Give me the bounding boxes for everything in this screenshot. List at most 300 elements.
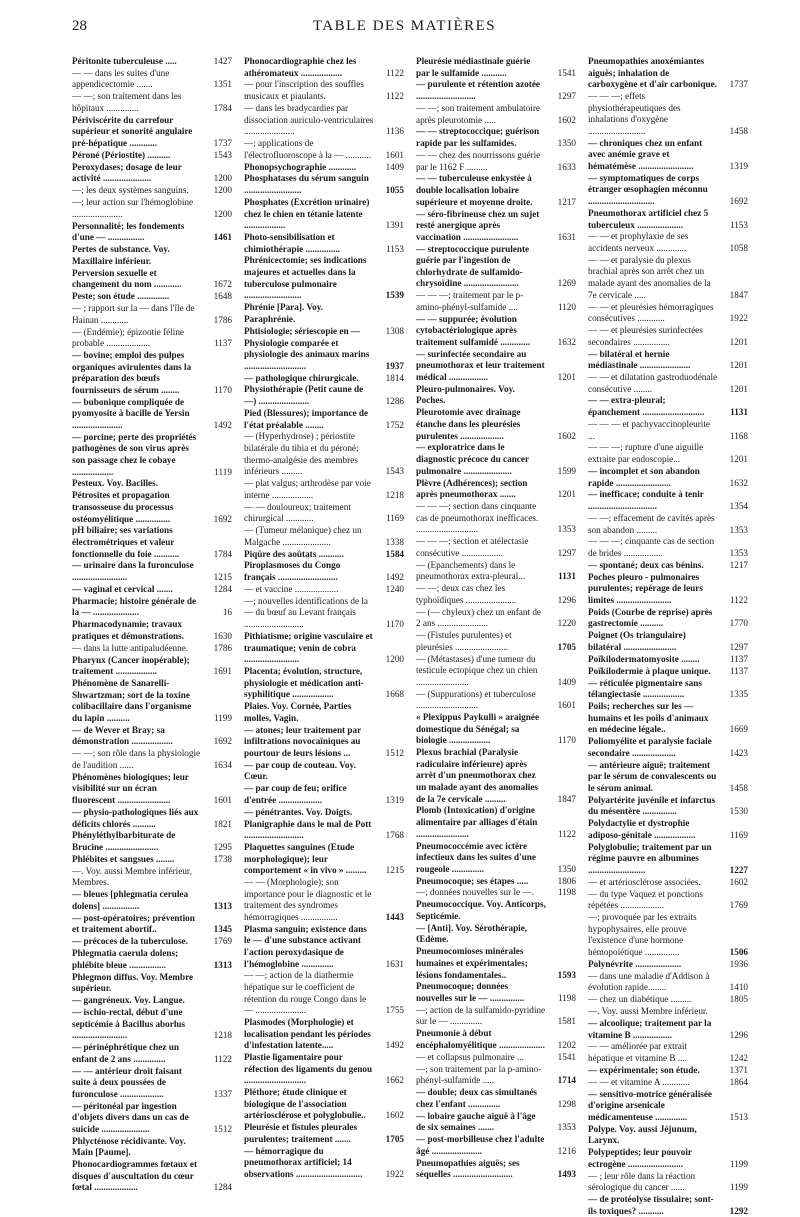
index-entry-text: Peroxydases; dosage de leur activité ..................... [72,161,182,184]
index-entry-text: — (— chyleux) chez un enfant de 2 ans ...................... [416,606,542,629]
index-entry-text: Péroné (Périostite) .......... [72,149,171,160]
index-entry-text: — du type Vaquez et ponctions répétées ................... [588,888,703,911]
index-entry-page: 1286 [385,396,404,407]
index-entry [416,79,576,102]
index-entry-page: 1168 [729,430,748,441]
index-entry-page: 1458 [729,125,748,136]
index-entry-text: — ; leur rôle dans la réaction sérologique du cancer ...... [588,1170,696,1193]
index-entry-page: 1295 [213,841,232,852]
index-entry-text: Placenta; évolution, structure, physiologie et médication anti-syphilitique .................. [244,666,364,700]
index-entry-text: — (Tumeur mélanique) chez un Malgache ..................... [244,525,362,547]
index-entry-text: Polypeptides; leur pouvoir ectrogène ........................ [588,1147,692,1169]
index-entry-text: — ; rapport sur la — dans l'île de Hainan ............ [72,303,195,325]
index-entry [588,1018,748,1041]
index-entry [588,513,748,536]
index-entry-page: 1335 [729,689,748,700]
index-entry [416,887,576,899]
index-entry-text: — surinfectée secondaire au pneumothorax et leur traitement médical ................. [416,348,545,382]
index-entry [588,372,748,395]
index-entry-page: 1137 [213,338,232,349]
index-entry-text: — (Endémie); épizootie féline probable ................... [72,326,184,349]
index-entry-text: Phonocardiographie chez les athéromateux .................. [244,56,357,78]
index-entry-page: 1492 [385,572,404,583]
index-entry-page: 1584 [385,548,404,559]
index-entry [416,747,576,805]
index-entry-page: 1297 [729,641,748,652]
index-entry [72,772,232,807]
index-entry [588,1006,748,1018]
index-entry [588,1041,748,1064]
index-entry [588,912,748,958]
index-entry-page: 1593 [557,969,576,980]
index-entry-text: — pénétrantes. Voy. Doigts. [244,806,353,817]
index-entry-page: 1847 [557,793,576,804]
index-entry-page: 1055 [385,185,404,196]
index-entry-text: — —; effacement de cavités après son abandon ......... [588,512,715,535]
index-entry [72,115,232,150]
index-entry [588,302,748,325]
index-entry [72,1101,232,1136]
index-entry [72,56,232,68]
index-entry-text: — plat valgus; arthrodèse par voie interne .................. [244,478,371,500]
index-entry-text: Pharmacodynamie; travaux pratiques et démonstrations. [72,619,185,641]
index-entry [416,841,576,876]
index-entry-text: — — (Morphologie); son importance pour le diagnostic et le traitement des syndromes hémorragiques ................ [244,877,372,922]
index-entry [588,971,748,994]
index-entry-text: — — antérieur droit faisant suite à deux poussées de furonculose ................... [72,1065,182,1099]
index-entry [244,162,404,174]
index-entry-page: 1122 [385,91,404,102]
index-entry-page: 1768 [385,830,404,841]
index-entry-page: 1631 [557,231,576,242]
index-entry-text: — — —; section et atélectasie consécutive .................. [416,536,529,558]
index-entry [244,1017,404,1052]
index-entry-page: 1410 [729,982,748,993]
index-entry-text: Pesteux. Voy. Bacilles. [72,478,159,489]
index-entry-page: 1662 [385,1075,404,1086]
page-number: 28 [72,18,87,34]
index-entry-page: 1512 [385,747,404,758]
index-entry-text: Péritonite tuberculeuse ..... [72,56,177,66]
index-entry [416,1028,576,1051]
index-entry [72,948,232,971]
index-entry-text: — incomplet et son abandon rapide ........................ [588,465,700,488]
index-entry-page: 1602 [557,430,576,441]
index-entry-text: Phonocardiogrammes fœtaux et disques d'auscultation du cœur fœtal ................... [72,1159,198,1193]
index-entry-page: 1691 [213,666,232,677]
index-entry-page: 1198 [557,887,576,898]
index-entry-text: — gangréneux. Voy. Langue. [72,995,185,1006]
index-entry-page: 1345 [213,924,232,935]
index-entry-page: 1738 [213,853,232,864]
index-entry [588,760,748,795]
index-entry [72,748,232,771]
index-entry-text: Phlycténose récidivante. Voy. Main [Paume]. [72,1135,186,1158]
index-entry [244,1146,404,1181]
index-entry-text: — de protéolyse tissulaire; sont-ils toxiques? ........... [588,1194,714,1216]
index-entry [588,349,748,372]
index-entry-page: 16 [222,607,232,618]
index-entry-text: Phosphates (Excrétion urinaire) chez le chien en tétanie latente .................. [244,196,370,231]
index-entry [588,572,748,607]
index-entry-page: 1199 [729,1182,748,1193]
index-entry [244,338,404,373]
index-entry-page: 1922 [385,1168,404,1179]
index-entry [416,630,576,653]
index-entry [244,326,404,338]
index-entry-text: Physiothérapie (Petit caune de —) ...................... [244,384,364,407]
index-entry [588,489,748,512]
index-entry [72,972,232,995]
index-entry-page: 1220 [557,618,576,629]
index-entry-page: 1805 [729,994,748,1005]
index-entry-text: — réticulée pigmentaire sans télangiectasie .................. [588,677,702,700]
index-entry [72,397,232,432]
index-entry-page: 1201 [729,383,748,394]
index-entry [244,1087,404,1122]
index-entry-text: — — —; traitement par le p-amino-phényl-sulfamide .... [416,290,524,312]
index-entry [244,596,404,631]
index-entry [588,1124,748,1147]
index-entry [588,1147,748,1170]
index-entry-text: Pleurésie et fistules pleurales purulentes; traitement ....... [244,1122,358,1144]
index-entry-text: Poïkilodermie à plaque unique. [588,665,711,676]
index-entry-text: Pneumocoque; données nouvelles sur le — ............... [416,981,525,1003]
index-entry [72,490,232,525]
index-entry-page: 1814 [385,372,404,383]
index-entry-text: Pneumopathies anoxémiantes aiguës; inhalation de carboxygène et d'air carbonique. [588,56,717,90]
index-entry-text: — streptococcique purulente guérie par l'ingestion de chlorhydrate de sulfamido-chrysoïdine ........................ [416,243,530,289]
index-entry [244,431,404,477]
index-entry-text: — —; son traitement dans les hôpitaux .............. [72,91,182,113]
index-entry-text: —. Voy. aussi Membre inférieur, Membres. [72,865,192,888]
index-entry [588,959,748,971]
index-entry-page: 1122 [385,67,404,78]
index-entry-page: 1755 [385,1005,404,1016]
index-entry-text: —; leur action sur l'hémoglobine ...................... [72,197,194,219]
index-entry-text: — — dans les suites d'une appendicectomie ....... [72,67,170,90]
index-entry-text: — séro-fibrineuse chez un sujet resté anergique après vaccination ........................ [416,208,540,242]
index-entry [416,314,576,349]
index-entry-page: 1201 [729,360,748,371]
index-entry-page: 1284 [213,1182,232,1193]
index-entry-text: Pharynx (Cancer inopérable); traitement .................. [72,654,190,677]
index-entry [72,291,232,303]
index-entry [588,231,748,254]
index-entry-page: 1169 [385,513,404,524]
index-entry-text: —; données nouvelles sur le —. [416,887,534,898]
index-entry-page: 1122 [557,828,576,839]
index-entry-page: 1633 [557,161,576,172]
index-entry-page: 1541 [557,67,576,78]
index-entry-page: 1215 [385,865,404,876]
index-entry-page: 1269 [557,278,576,289]
index-entry-text: — — et paralysie du plexus brachial après son arrêt chez un malade ayant des anomalies de la 7e cervicale ..... [588,254,711,300]
index-entry [244,701,404,724]
index-entry [244,197,404,232]
index-entry-page: 1153 [385,243,404,254]
index-entry-text: — bilatéral et hernie médiastinale ...................... [588,348,691,371]
index-entry-page: 1543 [385,466,404,477]
index-entry [244,666,404,701]
index-entry [72,725,232,748]
index-entry-text: — sensitivo-motrice généralisée d'origine arsenicale médicamenteuse .............. [588,1088,712,1122]
index-entry-text: Plaies. Voy. Cornée, Parties molles, Vagin. [244,701,352,723]
index-entry-text: Pneumocomioses minérales humaines et expérimentales; lésions fondamentales.. [416,946,528,980]
index-entry-text: — physio-pathologiques liés aux déficits chlorés .......... [72,806,199,829]
index-entry-page: 1284 [213,583,232,594]
index-entry [416,923,576,946]
index-entry [244,584,404,596]
index-entry [588,630,748,653]
index-entry-page: 1705 [385,1133,404,1144]
index-entry-text: Phlegmatia caerula dolens; phlébite bleue ................ [72,948,179,970]
index-entry-text: — pathologique chirurgicale. [244,372,359,383]
index-entry-page: 1199 [213,712,232,723]
index-entry-page: 1292 [729,1205,748,1216]
index-entry-page: 1672 [213,279,232,290]
index-entry [416,290,576,313]
index-entry-text: Perversion sexuelle et changement du nom ............ [72,267,182,290]
index-entry [588,255,748,301]
index-entry-page: 1458 [729,782,748,793]
index-entry-text: Pharmacie; histoire générale de la — .................... [72,595,197,618]
index-entry-page: 1296 [729,1029,748,1040]
index-entry [588,419,748,442]
index-entry-page: 1240 [385,583,404,594]
index-entry-text: Pneumothorax artificiel chez 5 tuberculeux .................... [588,207,709,230]
index-entry [588,1194,748,1217]
index-entry-page: 1539 [385,290,404,301]
index-entry [416,442,576,477]
index-entry [72,432,232,478]
index-entry-page: 1543 [213,149,232,160]
index-entry-text: —. Voy. aussi Membre inférieur. [588,1006,708,1017]
index-entry-text: — (Suppurations) et tuberculose ........................... [416,688,536,711]
index-entry-text: Phlébites et sangsues ........ [72,853,175,864]
index-entry-page: 1170 [213,384,232,395]
index-entry [72,830,232,853]
index-entry-page: 1353 [557,524,576,535]
index-entry-page: 1634 [213,759,232,770]
index-entry [72,91,232,114]
index-entry-text: — péritonéal par ingestion d'objets divers dans un cas de suicide ..................... [72,1100,189,1134]
index-entry [244,783,404,806]
index-entry-page: 1632 [729,477,748,488]
index-entry [244,138,404,161]
index-entry-page: 1784 [213,548,232,559]
index-entry-text: — — —; rupture d'une aiguille extraite par endoscopie... [588,442,704,465]
index-entry-page: 1784 [213,102,232,113]
index-entry-page: 1936 [729,958,748,969]
index-entry [244,725,404,760]
index-entry [244,1052,404,1087]
index-entry-page: 1136 [385,126,404,137]
index-entry [588,678,748,701]
index-entry [416,1052,576,1064]
index-entry-page: 1227 [729,864,748,875]
index-entry [72,350,232,396]
index-entry-text: Poils; recherches sur les — humains et les poils d'animaux en médecine légale.. [588,701,709,735]
index-entry [72,995,232,1007]
index-entry-page: 1601 [385,149,404,160]
index-entry-page: 1137 [729,665,748,676]
index-entry-page: 1242 [729,1053,748,1064]
index-entry [416,536,576,559]
index-entry-page: 1786 [213,314,232,325]
index-entry [72,327,232,350]
index-entry [72,221,232,244]
index-entry-text: Phényléthylbarbiturate de Brucine ....................... [72,830,176,852]
index-entry [244,807,404,819]
index-entry-text: — porcine; perte des propriétés pathogènes de son virus après son passage chez le cobaye .................. [72,431,197,477]
index-entry [588,138,748,173]
index-entry-text: Poids (Courbe de reprise) après gastrectomie .......... [588,606,713,629]
index-entry-text: Phrénicectomie; ses indications majeures et actuelles dans la tuberculose pulmonaire ......................... [244,255,367,301]
index-entry-text: — spontané; deux cas bénins. [588,559,704,570]
index-entry-text: — — — et pachyvaccinopleurite ... [588,418,710,441]
index-entry-page: 1201 [729,454,748,465]
index-entry [244,924,404,970]
index-entry-text: Phénomènes biologiques; leur visibilité sur un écran fluorescent ....................... [72,771,189,806]
index-entry-page: 1120 [557,301,576,312]
index-entry-page: 1513 [729,1111,748,1122]
index-entry [416,349,576,384]
index-entry-page: 1769 [729,900,748,911]
index-entry [72,1007,232,1042]
index-entry-page: 1443 [385,911,404,922]
index-entry-page: 1806 [557,875,576,886]
index-entry-page: 1298 [557,1098,576,1109]
index-entry [72,478,232,490]
index-entry [244,79,404,102]
index-entry-text: — atones; leur traitement par infiltrations novocaïniques au pourtour de leurs lésions ... [244,724,362,758]
index-entry-text: — et collapsus pulmonaire ... [416,1051,524,1062]
index-entry-page: 1353 [729,547,748,558]
index-entry [416,876,576,888]
index-entry [72,584,232,596]
index-entry-page: 1864 [729,1076,748,1087]
index-entry-text: Polype. Voy. aussi Jéjunum, Larynx. [588,1123,697,1146]
index-entry-text: — — extra-pleural; épanchement ........................... [588,395,705,418]
index-entry-text: Pertes de substance. Voy. Maxillaire inférieur. [72,244,170,266]
index-entry-text: Plaquettes sanguines (Etude morphologique); leur comportement « in vivo » ......... [244,841,367,876]
index-entry [588,395,748,418]
index-entry-page: 1631 [385,958,404,969]
index-entry-page: 1297 [557,547,576,558]
index-columns [72,56,752,1216]
index-entry-text: Pneumonie à début encéphalomyélitique .................... [416,1028,545,1050]
index-entry [72,1066,232,1101]
index-entry [72,1159,232,1194]
index-entry [416,407,576,442]
index-entry [416,1134,576,1157]
index-entry-page: 1131 [558,571,576,582]
index-entry [588,795,748,818]
index-entry-text: Poches pleuro - pulmonaires purulentes; repérage de leurs limites ........................ [588,571,703,605]
index-entry-text: — — et pleurésies hémorragiques consécutives ............ [588,301,714,324]
index-entry [416,712,576,747]
index-entry-text: — alcoolique; traitement par la vitamine B ................. [588,1017,712,1040]
index-entry-page: 1581 [557,1016,576,1027]
index-entry-page: 1353 [729,524,748,535]
index-entry-page: 1632 [557,336,576,347]
index-entry-text: Peste; son étude .............. [72,291,170,302]
index-entry [72,68,232,91]
index-entry [244,970,404,1016]
index-entry-page: 1201 [557,372,576,382]
index-entry [416,946,576,981]
index-entry-page: 1737 [213,138,232,149]
index-entry-page: 1847 [729,289,748,300]
index-entry [244,408,404,431]
index-entry-page: 1602 [729,876,748,887]
index-entry-text: — — douloureux; traitement chirurgical ............ [244,501,351,524]
index-entry-text: Plexus brachial (Paralysie radiculaire inférieure) après arrêt d'un pneumothorax chez un malade ayant des anomalies de la 7e cervicale ......... [416,747,539,804]
index-entry-text: Poignet (Os triangulaire) bilatéral ....................... [588,630,686,652]
index-entry [588,325,748,348]
index-entry-page: 1601 [557,700,576,711]
index-entry [72,268,232,291]
index-entry-text: Polynévrite .................... [588,958,682,969]
index-entry [416,689,576,712]
index-entry [72,866,232,889]
index-entry-page: 1423 [729,747,748,758]
index-entry-page: 1308 [385,325,404,336]
index-entry [72,303,232,326]
index-entry [72,150,232,162]
index-entry-text: Pléthore; étude clinique et biologique de l'association artériosclérose et polyglobulie.. [244,1087,366,1121]
index-entry-text: — dans une maladie d'Addison à évolution rapide........ [588,970,710,993]
index-entry [588,208,748,231]
index-entry-page: 1353 [557,1122,576,1133]
index-entry-text: Physiologie comparée et physiologie des animaux marins ........................... [244,337,370,371]
index-entry-text: — et artériosclérose associées. [588,876,701,887]
index-entry-text: — exploratrice dans le diagnostic précoce du cancer pulmonaire ..................... [416,442,529,476]
index-entry-page: 1692 [729,196,748,207]
index-entry [416,173,576,208]
index-entry [72,619,232,642]
index-entry [72,1136,232,1159]
index-entry-text: Phtisiologie; sériescopie en — [244,325,361,336]
index-entry-text: — — —; cinquante cas de section de brides ................. [588,536,715,558]
index-entry-page: 1692 [213,513,232,524]
index-entry-page: 1371 [729,1064,748,1075]
index-entry [72,560,232,583]
index-entry-text: Personnalité; les fondements d'une — ................ [72,220,185,243]
index-entry [244,173,404,196]
index-entry [416,899,576,922]
index-entry [72,643,232,655]
index-entry-text: Pétrosites et propagation transosseuse du processus ostéomyélitique ............... [72,490,174,524]
index-entry [72,936,232,948]
index-entry-page: 1692 [213,736,232,747]
index-entry-page: 1313 [213,900,232,911]
index-entry-page: 1648 [213,291,232,302]
index-entry-page: 1122 [729,594,748,605]
index-entry-text: Phénomène de Sanarelli-Shwartzman; sort de la toxine colibacillaire dans l'organisme du lapin .......... [72,678,192,723]
index-entry [588,560,748,572]
index-entry-page: 1218 [385,489,404,500]
index-entry-text: — chez un diabétique ......... [588,994,692,1005]
index-entry [244,560,404,583]
index-entry-page: 1786 [213,642,232,653]
index-entry-text: pH biliaire; ses variations électrométriques et valeur fonctionnelle du foie ........... [72,525,180,559]
index-entry-text: — (Hyperhydrose) ; périostite bilatérale du tibia et du péroné; thermo-analgésie des membres inférieurs ......... [244,431,359,477]
index-entry-text: — post-opératoires; prévention et traitement abortif.. [72,912,195,935]
index-entry [416,501,576,536]
index-entry-text: — —; deux cas chez les typhoïdiques ...................... [416,583,517,605]
